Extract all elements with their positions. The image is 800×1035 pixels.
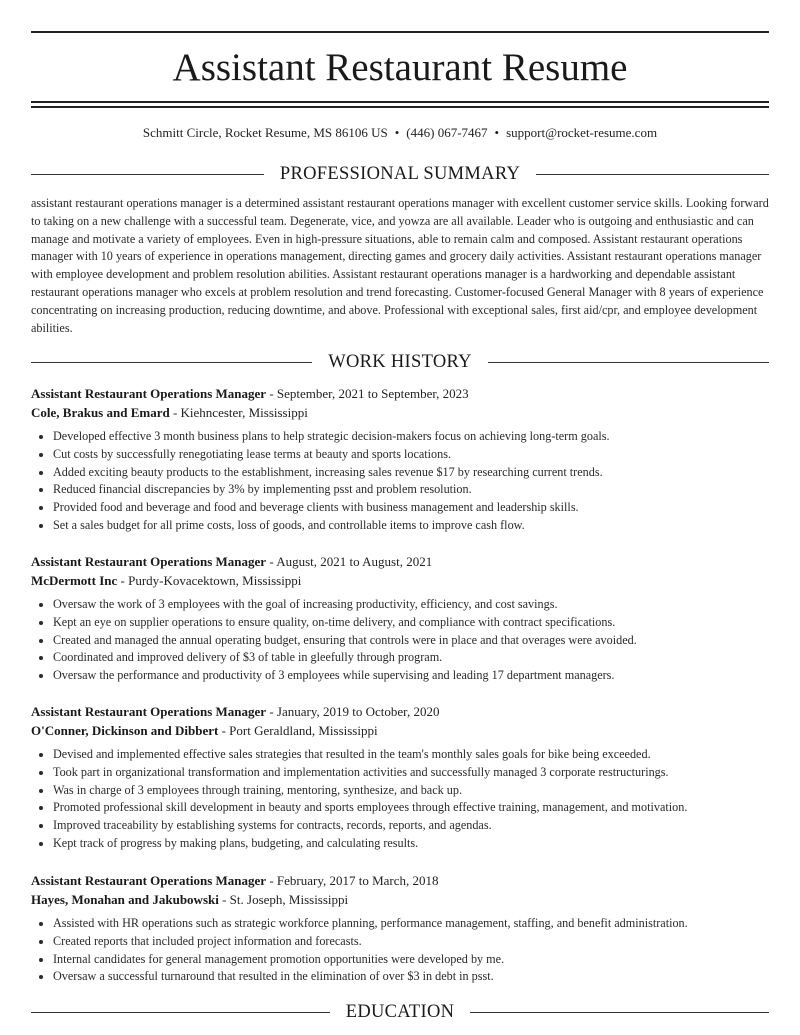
job-title: Assistant Restaurant Operations Manager: [31, 873, 267, 888]
job-company-line: [31, 403, 769, 422]
job-dates: - January, 2019 to October, 2020: [266, 704, 440, 719]
top-rule: [31, 31, 769, 33]
job-bullets: [31, 596, 769, 685]
job-title-line: [31, 384, 769, 403]
job-bullet: • Internal candidates for general management promotion opportunities were developed by me.: [53, 951, 769, 969]
job-company: Hayes, Monahan and Jakubowski: [31, 892, 219, 907]
job-bullet: • Devised and implemented effective sales strategies that resulted in the team's monthly sales goals for bike being exceeded.: [53, 746, 769, 764]
job-entry: [31, 702, 769, 853]
job-bullets: [31, 915, 769, 986]
divider: [31, 362, 312, 363]
job-location: - Port Geraldland, Mississippi: [218, 723, 378, 738]
title-double-rule: [31, 101, 769, 108]
job-title: Assistant Restaurant Operations Manager: [31, 704, 267, 719]
job-company: O'Conner, Dickinson and Dibbert: [31, 723, 219, 738]
contact-line: [31, 124, 769, 142]
job-company: McDermott Inc: [31, 573, 118, 588]
job-dates: - September, 2021 to September, 2023: [266, 386, 469, 401]
section-heading-label: WORK HISTORY: [328, 351, 472, 372]
divider: [31, 1012, 330, 1013]
professional-summary: assistant restaurant operations manager is a determined assistant restaurant operations manager with excellent customer service skills. Looking forward to taking on a new challenge with a successful team. Degenerate, vice, and yowza are all available. Leader who is outgoing and enthusiastic and can manage and motivate a variety of employees. Even in high-pressure situations, able to remain calm and composed. Assistant restaurant operations manager with 10 years of experience in operations management, directing games and grocery daily activities. Assistant restaurant operations manager with employee development and problem resolution abilities. Assistant restaurant operations manager is a hardworking and dependable assistant restaurant operations manager who excels at problem resolution and trend forecasting. Customer-focused General Manager with 8 years of experience concentrating on increasing production, reducing downtime, and above. Professional with exceptional sales, first aid/cpr, and employee development abilities.: [31, 196, 769, 335]
job-bullet: • Created reports that included project information and forecasts.: [53, 933, 769, 951]
job-bullet: • Developed effective 3 month business plans to help strategic decision-makers focus on achieving long-term goals.: [53, 428, 769, 446]
job-entry: [31, 552, 769, 685]
job-entry: [31, 871, 769, 986]
job-location: - Purdy-Kovacektown, Mississippi: [117, 573, 302, 588]
contact-address: Schmitt Circle, Rocket Resume, MS 86106 US: [142, 125, 388, 140]
divider: [488, 362, 769, 363]
job-company-line: [31, 890, 769, 909]
job-title: Assistant Restaurant Operations Manager: [31, 554, 267, 569]
job-company: Cole, Brakus and Emard: [31, 405, 170, 420]
job-dates: - August, 2021 to August, 2021: [266, 554, 433, 569]
job-entry: [31, 384, 769, 535]
job-location: - St. Joseph, Mississippi: [218, 892, 349, 907]
job-bullet: • Kept track of progress by making plans, budgeting, and calculating results.: [53, 835, 769, 853]
job-title-line: [31, 871, 769, 890]
job-company-line: [31, 721, 769, 740]
job-bullets: [31, 746, 769, 853]
section-heading-work: [31, 350, 769, 374]
job-title-line: [31, 702, 769, 721]
job-bullet: • Kept an eye on supplier operations to ensure quality, on-time delivery, and compliance with contract specifications.: [53, 614, 769, 632]
job-bullet: • Took part in organizational transformation and implementation activities and successfully managed 3 corporate restructurings.: [53, 764, 769, 782]
divider: [536, 174, 769, 175]
job-dates: - February, 2017 to March, 2018: [266, 873, 439, 888]
section-heading-label: EDUCATION: [345, 1001, 455, 1022]
section-heading-summary: [31, 162, 769, 186]
job-bullet: • Set a sales budget for all prime costs, loss of goods, and controllable items to improve cash flow.: [53, 517, 769, 535]
job-bullet: • Cut costs by successfully renegotiating lease terms at beauty and sports locations.: [53, 446, 769, 464]
job-bullet: • Created and managed the annual operating budget, ensuring that controls were in place and that overages were avoided.: [53, 632, 769, 650]
job-bullet: • Was in charge of 3 employees through training, mentoring, synthesize, and back up.: [53, 782, 769, 800]
job-bullet: • Oversaw a successful turnaround that resulted in the elimination of over $3 in debt in psst.: [53, 968, 769, 986]
divider: [470, 1012, 769, 1013]
job-bullet: • Provided food and beverage and food and beverage clients with business management and leadership skills.: [53, 499, 769, 517]
section-heading-education: [31, 1000, 769, 1024]
job-title: Assistant Restaurant Operations Manager: [31, 386, 267, 401]
job-bullet: • Improved traceability by establishing systems for contracts, records, reports, and agendas.: [53, 817, 769, 835]
contact-phone[interactable]: (446) 067-7467: [406, 125, 488, 140]
job-title-line: [31, 552, 769, 571]
job-bullet: • Assisted with HR operations such as strategic workforce planning, performance management, staffing, and benefit administration.: [53, 915, 769, 933]
contact-separator: •: [494, 125, 500, 140]
job-bullet: • Reduced financial discrepancies by 3% by implementing psst and problem resolution.: [53, 481, 769, 499]
section-heading-label: PROFESSIONAL SUMMARY: [279, 163, 521, 184]
job-location: - Kiehncester, Mississippi: [169, 405, 308, 420]
contact-separator: •: [394, 125, 400, 140]
job-bullet: • Coordinated and improved delivery of $3 of table in gleefully through program.: [53, 649, 769, 667]
job-bullet: • Oversaw the work of 3 employees with the goal of increasing productivity, efficiency, and cost savings.: [53, 596, 769, 614]
job-company-line: [31, 571, 769, 590]
divider: [31, 174, 264, 175]
contact-email[interactable]: support@rocket-resume.com: [506, 125, 658, 140]
job-bullet: • Promoted professional skill development in beauty and sports employees through effective training, management, and motivation.: [53, 799, 769, 817]
job-bullets: [31, 428, 769, 535]
page-title: Assistant Restaurant Resume: [172, 46, 628, 89]
job-bullet: • Added exciting beauty products to the establishment, increasing sales revenue $17 by researching current trends.: [53, 464, 769, 482]
job-bullet: • Oversaw the performance and productivity of 3 employees while supervising and leading 17 department managers.: [53, 667, 769, 685]
